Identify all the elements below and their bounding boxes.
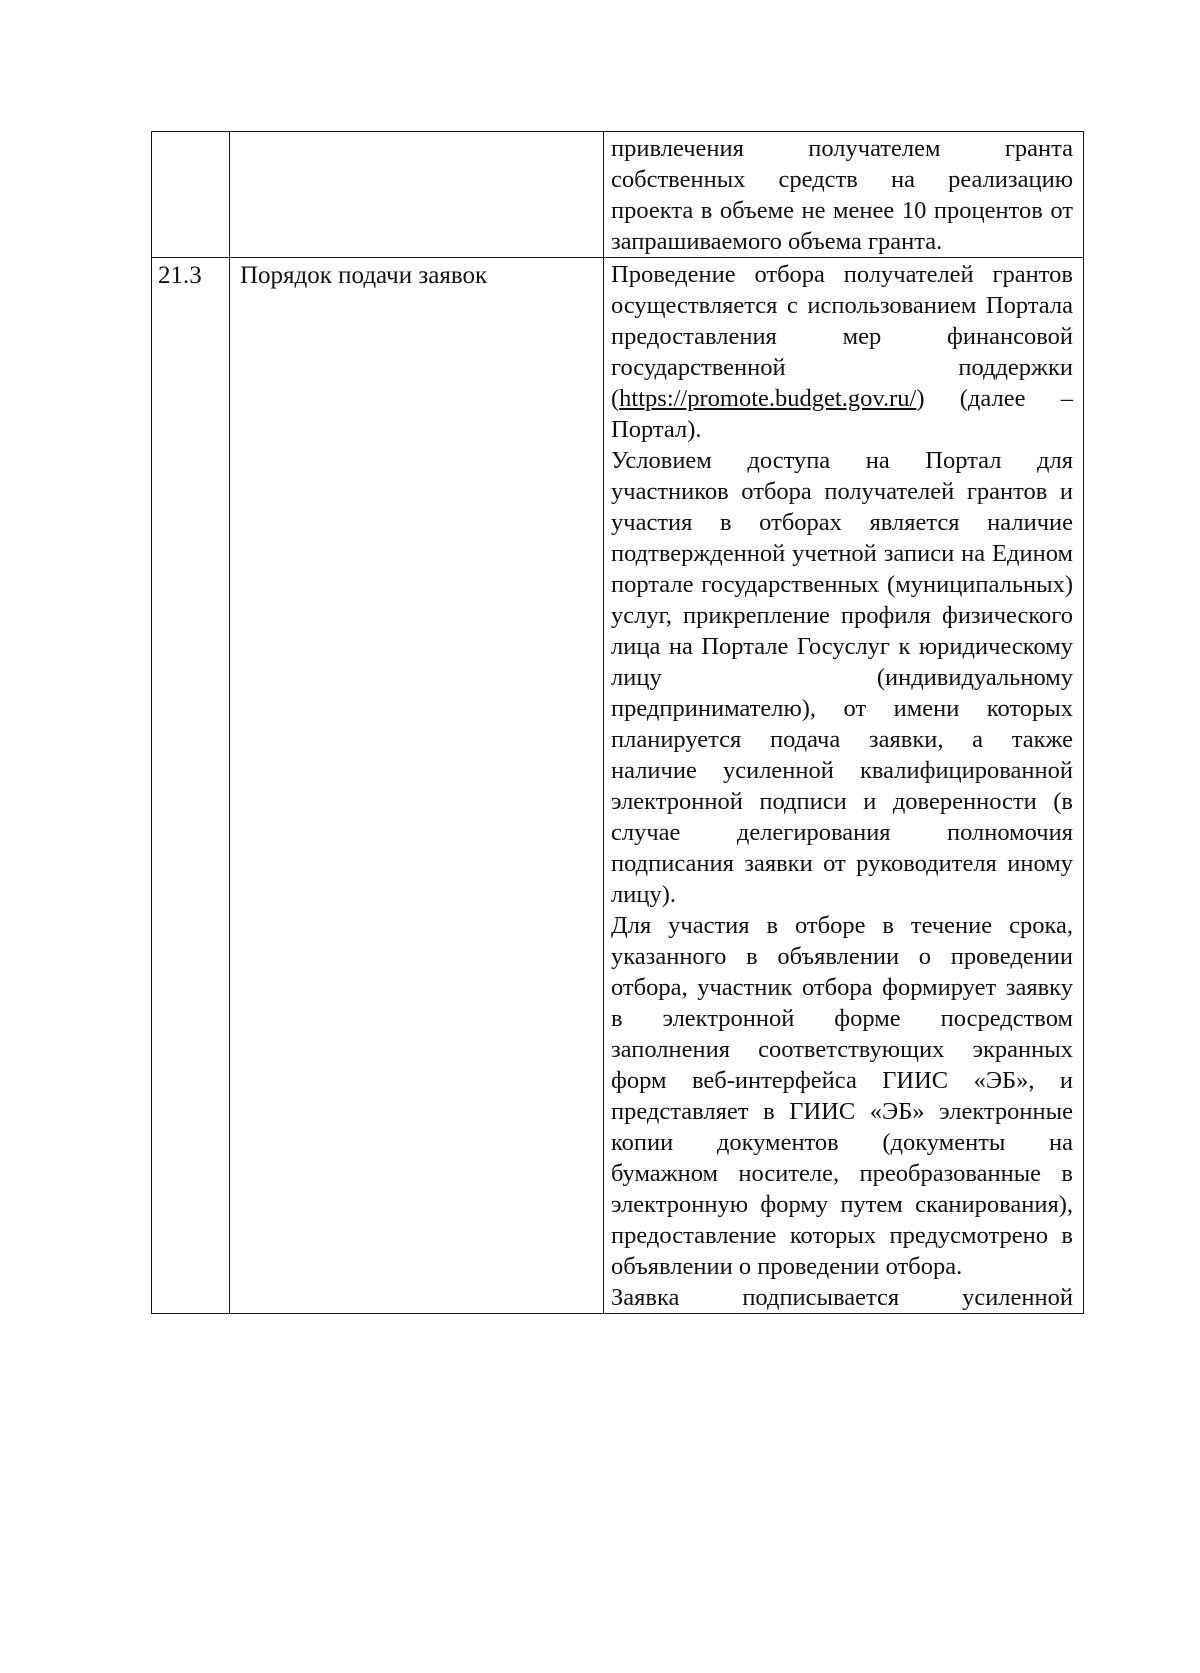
row-text-cell: [604, 258, 1084, 1314]
paragraph-own-funds: привлечения получателем гранта собственных средств на реализацию проекта в объеме не менее 10 процентов от запрашиваемого объема гранта.: [611, 135, 1073, 255]
paragraph-application-procedure: Для участия в отборе в течение срока, указанного в объявлении о проведении отбора, участник отбора формирует заявку в электронной форме посредством заполнения соответствующих экранных форм веб-интерфейса ГИИС «ЭБ», и представляет в ГИИС «ЭБ» электронные копии документов (документы на бумажном носителе, преобразованные в электронную форму путем сканирования), предоставление которых предусмотрено в объявлении о проведении отбора.: [611, 912, 1073, 1280]
table-row-continuation: [152, 132, 1084, 258]
row-number-cell: [152, 132, 230, 258]
paragraph-portal-end: ) (далее – Портал).: [611, 385, 1073, 443]
paragraph-access-conditions: Условием доступа на Портал для участников отбора получателей грантов и участия в отборах является наличие подтвержденной учетной записи на Едином портале государственных (муниципальных) услуг, прикрепление профиля физического лица на Портале Госуслуг к юридическому лицу (индивидуальному предпринимателю), от имени которых планируется подача заявки, а также наличие усиленной квалифицированной электронной подписи и доверенности (в случае делегирования полномочия подписания заявки от руководителя иному лицу).: [611, 447, 1073, 908]
row-label-cell: Порядок подачи заявок: [230, 258, 604, 1314]
row-text-cell: [604, 132, 1084, 258]
row-label-cell: [230, 132, 604, 258]
row-number-cell: 21.3: [152, 258, 230, 1314]
paragraph-portal-start: Проведение отбора получателей грантов осуществляется с использованием Портала предоставления мер финансовой государственной поддержки (: [611, 261, 1073, 412]
table-row-21-3: [152, 258, 1084, 1314]
portal-link[interactable]: https://promote.budget.gov.ru/: [619, 385, 917, 412]
document-table: [151, 131, 1084, 1314]
paragraph-signature: Заявка подписывается усиленной: [611, 1284, 1073, 1311]
paragraph-portal: [611, 259, 1073, 445]
